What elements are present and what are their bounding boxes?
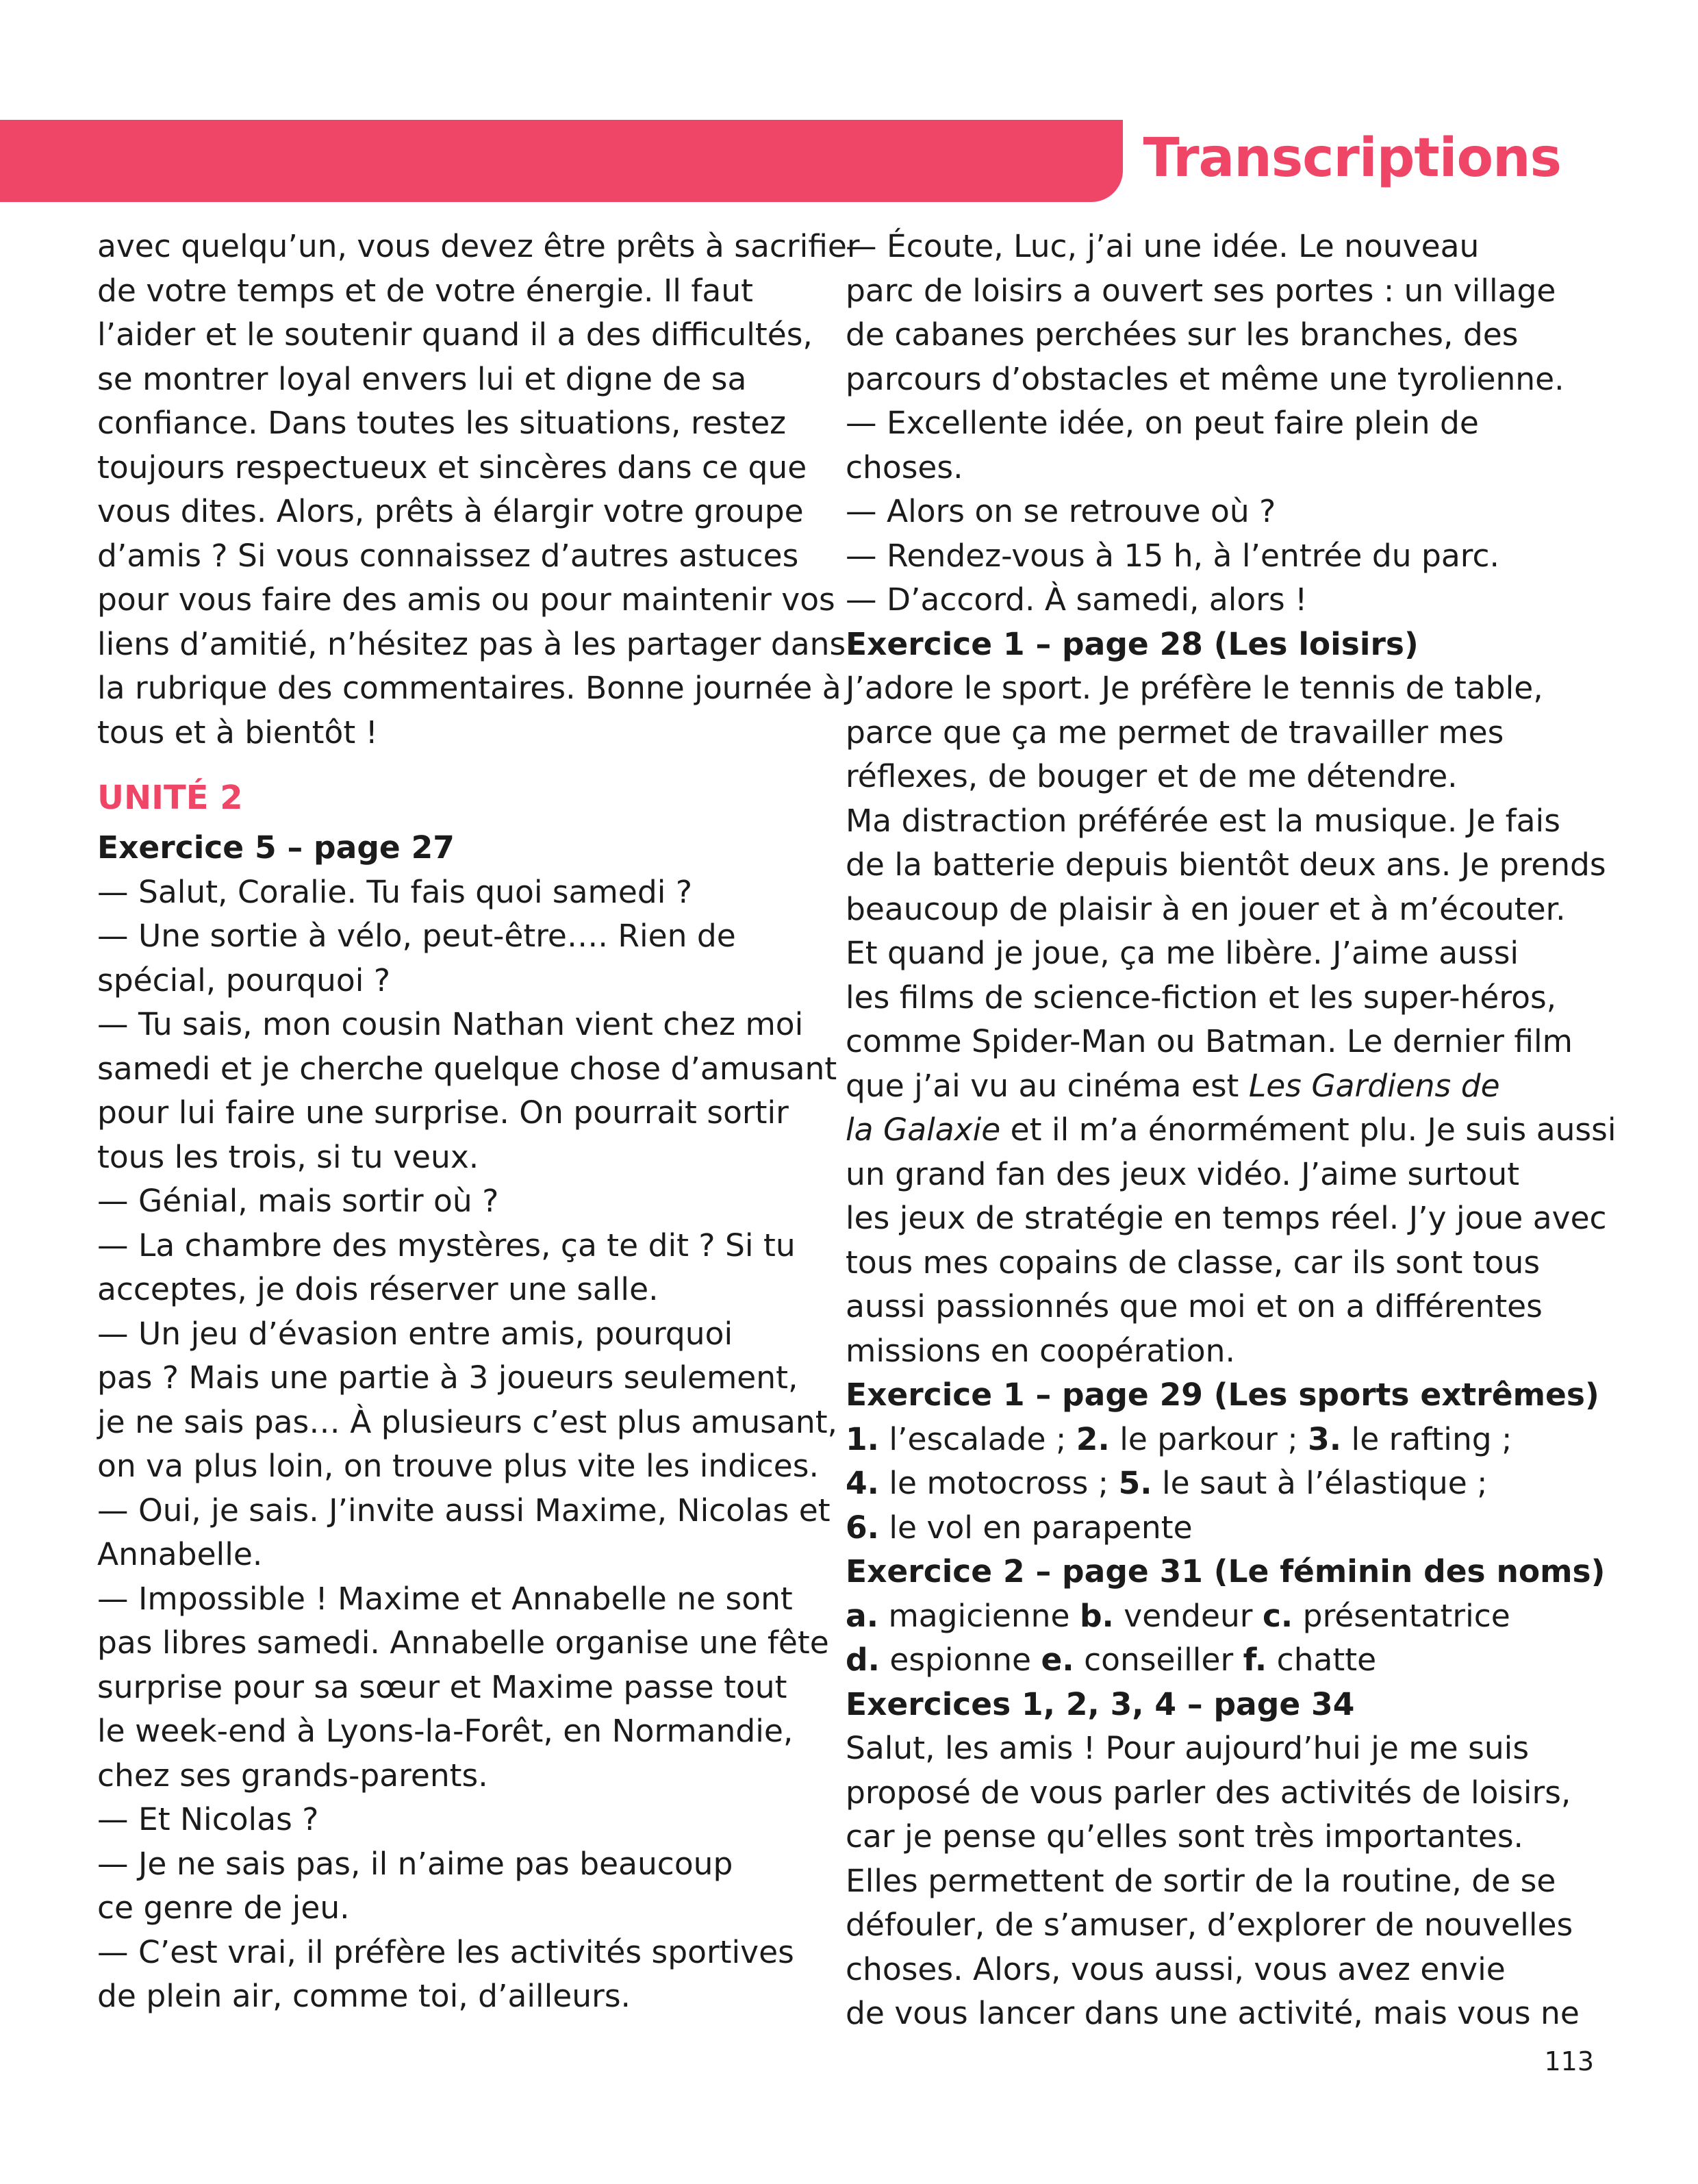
text-line: confiance. Dans toutes les situations, restez — [97, 405, 787, 441]
leisure-paragraph — [846, 666, 1617, 1373]
text-line: de la batterie depuis bientôt deux ans. Je prends — [846, 846, 1606, 883]
dialogue-line: — Une sortie à vélo, peut-être…. Rien de — [97, 918, 736, 954]
item-text: le rafting ; — [1341, 1420, 1512, 1457]
answer-line — [846, 1594, 1585, 1639]
dialogue-line: pas libres samedi. Annabelle organise une fête — [97, 1624, 829, 1661]
item-text: chatte — [1267, 1642, 1377, 1678]
dialogue-line: tous les trois, si tu veux. — [97, 1138, 479, 1175]
text-line: car je pense qu’elles sont très importantes. — [846, 1818, 1524, 1855]
text-line: aussi passionnés que moi et on a différentes — [846, 1288, 1543, 1325]
dialogue-line: de cabanes perchées sur les branches, des — [846, 316, 1519, 353]
text-line: parce que ça me permet de travailler mes — [846, 714, 1504, 751]
exercise-heading: Exercice 2 – page 31 (Le féminin des noms) — [846, 1553, 1606, 1590]
page-title: Transcriptions — [1143, 127, 1561, 189]
dialogue-line: — Génial, mais sortir où ? — [97, 1183, 499, 1219]
item-number: 3. — [1308, 1420, 1342, 1457]
text-line: d’amis ? Si vous connaissez d’autres astuces — [97, 537, 799, 574]
dialogue-line: chez ses grands-parents. — [97, 1757, 488, 1794]
dialogue-line: — Oui, je sais. J’invite aussi Maxime, Nicolas et — [97, 1492, 831, 1529]
text-line: choses. Alors, vous aussi, vous avez envie — [846, 1950, 1506, 1987]
dialogue-line: parcours d’obstacles et même une tyrolienne. — [846, 360, 1564, 397]
item-number: 6. — [846, 1509, 879, 1546]
feminine-answers — [846, 1594, 1585, 1683]
dialogue-line: — C’est vrai, il préfère les activités sportives — [97, 1933, 794, 1970]
text-line: Ma distraction préférée est la musique. Je fais — [846, 802, 1560, 839]
item-text: le saut à l’élastique ; — [1152, 1465, 1488, 1501]
item-letter: f. — [1243, 1642, 1267, 1678]
text-line: vous dites. Alors, prêts à élargir votre groupe — [97, 493, 804, 529]
dialogue-line: — Salut, Coralie. Tu fais quoi samedi ? — [97, 873, 692, 910]
text-line: J’adore le sport. Je préfère le tennis de table, — [846, 670, 1543, 706]
item-text: le vol en parapente — [878, 1509, 1193, 1546]
dialogue-line: — Un jeu d’évasion entre amis, pourquoi — [97, 1315, 733, 1352]
answer-line — [846, 1506, 1585, 1551]
left-column — [97, 225, 860, 2019]
text-line: la rubrique des commentaires. Bonne journée à — [97, 670, 841, 706]
text-segment: et il m’a énormément plu. Je suis aussi — [1000, 1112, 1617, 1148]
dialogue-line: — Rendez-vous à 15 h, à l’entrée du parc. — [846, 537, 1499, 574]
unit-title: UNITÉ 2 — [97, 779, 243, 817]
right-column — [846, 225, 1617, 2036]
answer-line — [846, 1461, 1585, 1506]
text-line: Et quand je joue, ça me libère. J’aime aussi — [846, 935, 1519, 971]
dialogue-line: de plein air, comme toi, d’ailleurs. — [97, 1978, 631, 2014]
text-line: liens d’amitié, n’hésitez pas à les partager dans — [97, 625, 846, 662]
leisure-blog-paragraph — [846, 1727, 1585, 2036]
item-text: magicienne — [878, 1597, 1080, 1634]
item-text: espionne — [879, 1642, 1041, 1678]
item-letter: a. — [846, 1597, 878, 1634]
item-number: 4. — [846, 1465, 879, 1501]
sports-answers — [846, 1418, 1585, 1551]
dialogue-line: — La chambre des mystères, ça te dit ? Si tu — [97, 1227, 796, 1264]
item-text: l’escalade ; — [878, 1420, 1076, 1457]
exercise-heading: Exercice 1 – page 29 (Les sports extrêmes) — [846, 1377, 1599, 1413]
dialogue-line: surprise pour sa sœur et Maxime passe tout — [97, 1668, 787, 1705]
text-line: les films de science-fiction et les super-héros, — [846, 979, 1557, 1016]
text-line: toujours respectueux et sincères dans ce que — [97, 449, 807, 486]
item-text: le parkour ; — [1109, 1420, 1308, 1457]
header-banner — [0, 120, 1123, 202]
dialogue-line: — Excellente idée, on peut faire plein de — [846, 405, 1479, 441]
dialogue-line: on va plus loin, on trouve plus vite les indices. — [97, 1448, 819, 1484]
answer-line — [846, 1638, 1585, 1683]
dialogue-line: — Tu sais, mon cousin Nathan vient chez moi — [97, 1006, 804, 1042]
dialogue-line: — Je ne sais pas, il n’aime pas beaucoup — [97, 1845, 733, 1882]
dialogue-line: pas ? Mais une partie à 3 joueurs seulement, — [97, 1359, 798, 1396]
dialogue-line: le week-end à Lyons-la-Forêt, en Normandie, — [97, 1713, 794, 1749]
item-text: vendeur — [1113, 1597, 1263, 1634]
item-letter: b. — [1079, 1597, 1114, 1634]
item-letter: c. — [1262, 1597, 1293, 1634]
item-text: présentatrice — [1293, 1597, 1510, 1634]
text-line: l’aider et le soutenir quand il a des difficultés, — [97, 316, 813, 353]
text-line: se montrer loyal envers lui et digne de sa — [97, 360, 747, 397]
text-line: pour vous faire des amis ou pour maintenir vos — [97, 581, 835, 618]
text-line: Elles permettent de sortir de la routine, de se — [846, 1862, 1556, 1899]
text-line: de votre temps et de votre énergie. Il faut — [97, 272, 753, 309]
dialogue-line: samedi et je cherche quelque chose d’amusant — [97, 1050, 837, 1087]
text-line: tous et à bientôt ! — [97, 714, 378, 751]
dialogue-line: choses. — [846, 449, 963, 486]
text-line: tous mes copains de classe, car ils sont tous — [846, 1244, 1541, 1281]
answer-line — [846, 1418, 1585, 1462]
text-line: défouler, de s’amuser, d’explorer de nouvelles — [846, 1907, 1573, 1943]
dialogue-line: spécial, pourquoi ? — [97, 962, 390, 999]
dialogue-line: Annabelle. — [97, 1536, 263, 1572]
dialogue-continued — [846, 225, 1585, 623]
item-number: 5. — [1118, 1465, 1152, 1501]
intro-paragraph — [97, 225, 860, 755]
text-line: avec quelqu’un, vous devez être prêts à sacrifier — [97, 228, 860, 264]
text-line: missions en coopération. — [846, 1332, 1235, 1369]
dialogue-line: je ne sais pas… À plusieurs c’est plus amusant, — [97, 1403, 838, 1440]
text-line: proposé de vous parler des activités de loisirs, — [846, 1774, 1571, 1811]
text-line: réflexes, de bouger et de me détendre. — [846, 758, 1458, 794]
text-line — [846, 1064, 1585, 1109]
text-line — [846, 1108, 1617, 1153]
text-line: les jeux de stratégie en temps réel. J’y joue avec — [846, 1200, 1607, 1236]
exercise-heading: Exercice 5 – page 27 — [97, 829, 455, 866]
item-text: conseiller — [1074, 1642, 1243, 1678]
exercise-heading: Exercices 1, 2, 3, 4 – page 34 — [846, 1685, 1355, 1722]
item-text: le motocross ; — [878, 1465, 1119, 1501]
dialogue-line: ce genre de jeu. — [97, 1890, 350, 1926]
text-segment: que j’ai vu au cinéma est — [846, 1067, 1249, 1104]
dialogue-line: — Impossible ! Maxime et Annabelle ne sont — [97, 1580, 793, 1617]
item-letter: d. — [846, 1642, 880, 1678]
dialogue-line: pour lui faire une surprise. On pourrait sortir — [97, 1094, 789, 1131]
page-number: 113 — [1544, 2046, 1594, 2076]
film-title: la Galaxie — [846, 1112, 1001, 1148]
text-line: comme Spider-Man ou Batman. Le dernier film — [846, 1023, 1573, 1059]
dialogue-line: parc de loisirs a ouvert ses portes : un village — [846, 272, 1556, 309]
dialogue-line: acceptes, je dois réserver une salle. — [97, 1271, 659, 1307]
item-number: 2. — [1076, 1420, 1110, 1457]
text-line: beaucoup de plaisir à en jouer et à m’écouter. — [846, 890, 1566, 927]
dialogue — [97, 870, 838, 2019]
film-title: Les Gardiens de — [1248, 1067, 1500, 1104]
dialogue-line: — Alors on se retrouve où ? — [846, 493, 1276, 529]
text-line: Salut, les amis ! Pour aujourd’hui je me suis — [846, 1730, 1530, 1766]
exercise-heading: Exercice 1 – page 28 (Les loisirs) — [846, 625, 1419, 662]
item-number: 1. — [846, 1420, 879, 1457]
dialogue-line: — Écoute, Luc, j’ai une idée. Le nouveau — [846, 228, 1480, 264]
text-line: de vous lancer dans une activité, mais vous ne — [846, 1995, 1580, 2031]
text-line: un grand fan des jeux vidéo. J’aime surtout — [846, 1155, 1520, 1192]
item-letter: e. — [1041, 1642, 1074, 1678]
dialogue-line: — D’accord. À samedi, alors ! — [846, 581, 1308, 618]
dialogue-line: — Et Nicolas ? — [97, 1801, 319, 1837]
